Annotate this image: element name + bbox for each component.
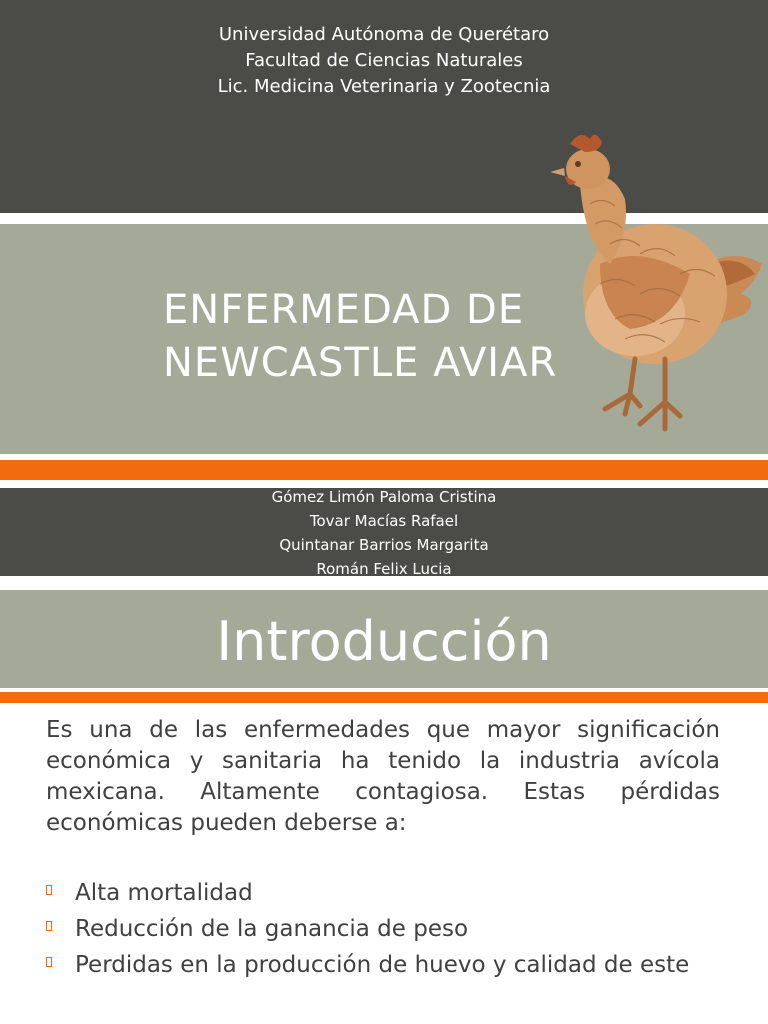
- list-item: [46, 878, 720, 908]
- program-name: Lic. Medicina Veterinaria y Zootecnia: [217, 76, 551, 97]
- title-line-2: NEWCASTLE AVIAR: [163, 340, 558, 386]
- university-name: Universidad Autónoma de Querétaro: [218, 24, 550, 45]
- authors-list: [0, 485, 768, 581]
- hen-image: [540, 124, 764, 434]
- list-item-text: Reducción de la ganancia de peso: [75, 916, 469, 942]
- section-heading: Introducción: [216, 610, 552, 673]
- bullet-list: [46, 878, 720, 986]
- accent-stripe: [0, 460, 768, 480]
- list-item: [46, 914, 720, 944]
- title-line-1: ENFERMEDAD DE: [163, 287, 525, 333]
- accent-stripe: [0, 692, 768, 703]
- list-item-text: Alta mortalidad: [75, 880, 253, 906]
- bullet-marker-icon: [46, 885, 52, 895]
- author-name: Tovar Macías Rafael: [309, 512, 459, 530]
- author-name: Román Felix Lucia: [316, 560, 452, 578]
- list-item: [46, 950, 720, 980]
- bullet-marker-icon: [46, 921, 52, 931]
- intro-paragraph: Es una de las enfermedades que mayor significación económica y sanitaria ha tenido la industria avícola mexicana. Altamente contagiosa. Estas pérdidas económicas pueden deberse a:: [46, 717, 720, 836]
- list-item-text: Perdidas en la producción de huevo y calidad de este: [75, 952, 690, 978]
- author-name: Quintanar Barrios Margarita: [279, 536, 489, 554]
- presentation-title: [163, 284, 557, 390]
- bullet-marker-icon: [46, 957, 52, 967]
- institution-header: [0, 22, 768, 100]
- author-name: Gómez Limón Paloma Cristina: [271, 488, 497, 506]
- faculty-name: Facultad de Ciencias Naturales: [245, 50, 523, 71]
